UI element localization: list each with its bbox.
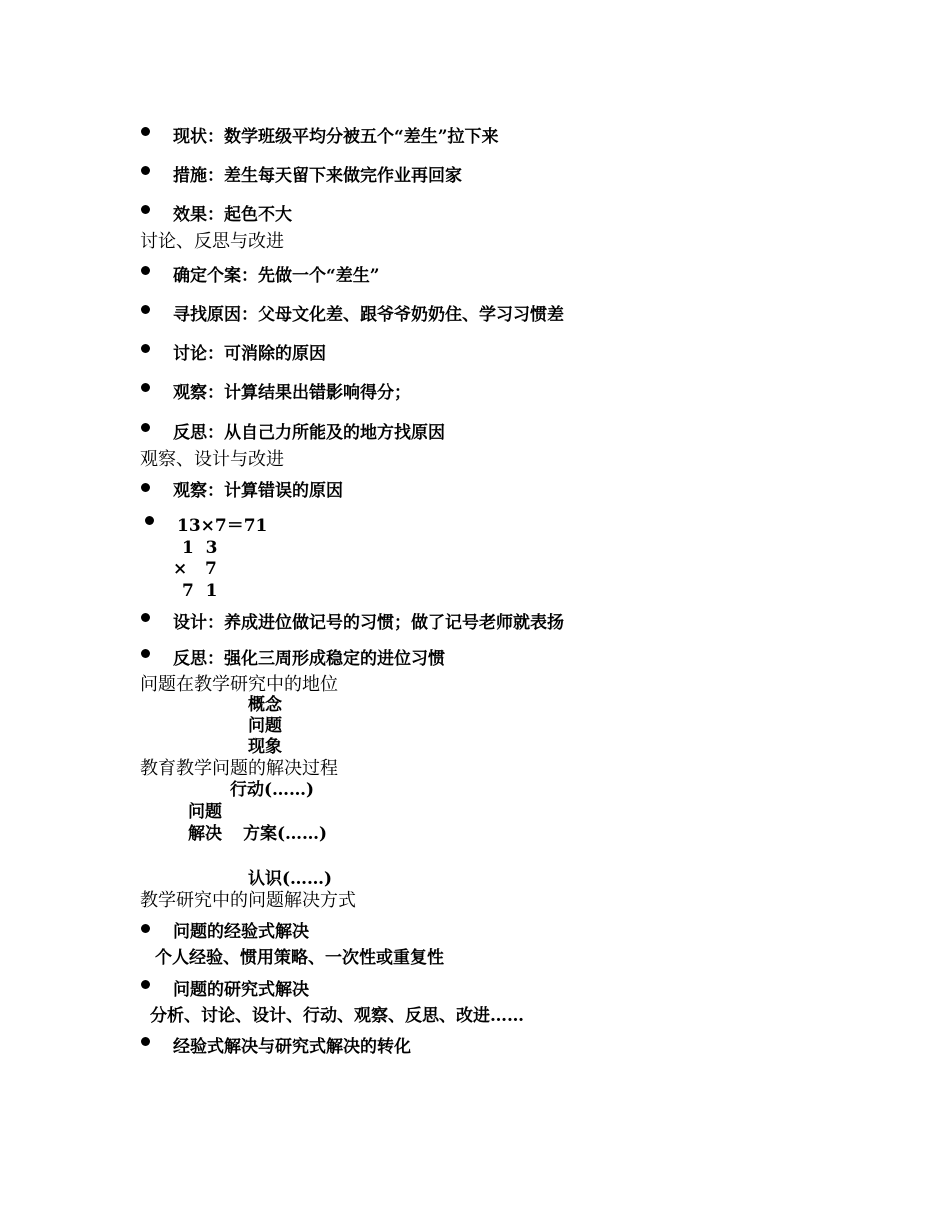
bullet-icon — [141, 980, 150, 989]
process-label: 方案(……) — [243, 824, 328, 844]
bullet-text: 效果：起色不大 — [173, 205, 292, 225]
hierarchy-label: 概念 — [248, 695, 282, 715]
detail-text: 分析、讨论、设计、行动、观察、反思、改进…… — [150, 1006, 524, 1026]
bullet-text: 措施：差生每天留下来做完作业再回家 — [173, 166, 462, 186]
bullet-text: 现状：数学班级平均分被五个“差生”拉下来 — [173, 127, 499, 147]
bullet-icon — [141, 305, 150, 314]
section-heading: 观察、设计与改进 — [140, 449, 284, 470]
process-label: 问题 — [188, 802, 222, 822]
process-label: 解决 — [188, 824, 222, 844]
calc-line: 1 3 — [182, 538, 218, 558]
bullet-icon — [141, 383, 150, 392]
bullet-text: 反思：强化三周形成稳定的进位习惯 — [173, 649, 445, 669]
bullet-text: 经验式解决与研究式解决的转化 — [173, 1037, 411, 1057]
bullet-text: 讨论：可消除的原因 — [173, 344, 326, 364]
process-label: 行动(……) — [230, 780, 315, 800]
bullet-icon — [141, 344, 150, 353]
bullet-text: 设计：养成进位做记号的习惯；做了记号老师就表扬 — [173, 613, 564, 633]
bullet-icon — [141, 127, 150, 136]
bullet-icon — [141, 423, 150, 432]
calc-line: 7 1 — [182, 581, 218, 601]
bullet-text: 寻找原因：父母文化差、跟爷爷奶奶住、学习习惯差 — [173, 305, 564, 325]
section-heading: 讨论、反思与改进 — [140, 231, 284, 252]
section-heading: 问题在教学研究中的地位 — [140, 674, 338, 695]
bullet-icon — [141, 166, 150, 175]
bullet-text: 问题的研究式解决 — [173, 980, 309, 1000]
bullet-icon — [141, 649, 150, 658]
bullet-icon — [141, 613, 150, 622]
bullet-icon — [141, 924, 150, 933]
process-label: 认识(……) — [248, 869, 333, 889]
bullet-text: 观察：计算错误的原因 — [173, 481, 343, 501]
bullet-icon — [141, 1037, 150, 1046]
section-heading: 教学研究中的问题解决方式 — [140, 890, 356, 911]
detail-text: 个人经验、惯用策略、一次性或重复性 — [155, 948, 444, 968]
bullet-icon — [141, 205, 150, 214]
hierarchy-label: 问题 — [248, 716, 282, 736]
bullet-icon — [141, 483, 150, 492]
bullet-icon — [141, 266, 150, 275]
bullet-text: 问题的经验式解决 — [173, 922, 309, 942]
bullet-text: 确定个案：先做一个“差生” — [173, 266, 380, 286]
bullet-icon — [145, 516, 154, 525]
equation-text: 13×7＝71 — [177, 516, 268, 536]
calc-line: × 7 — [173, 559, 217, 579]
bullet-text: 观察：计算结果出错影响得分； — [173, 383, 411, 403]
bullet-text: 反思：从自己力所能及的地方找原因 — [173, 423, 445, 443]
section-heading: 教育教学问题的解决过程 — [140, 758, 338, 779]
hierarchy-label: 现象 — [248, 737, 282, 757]
